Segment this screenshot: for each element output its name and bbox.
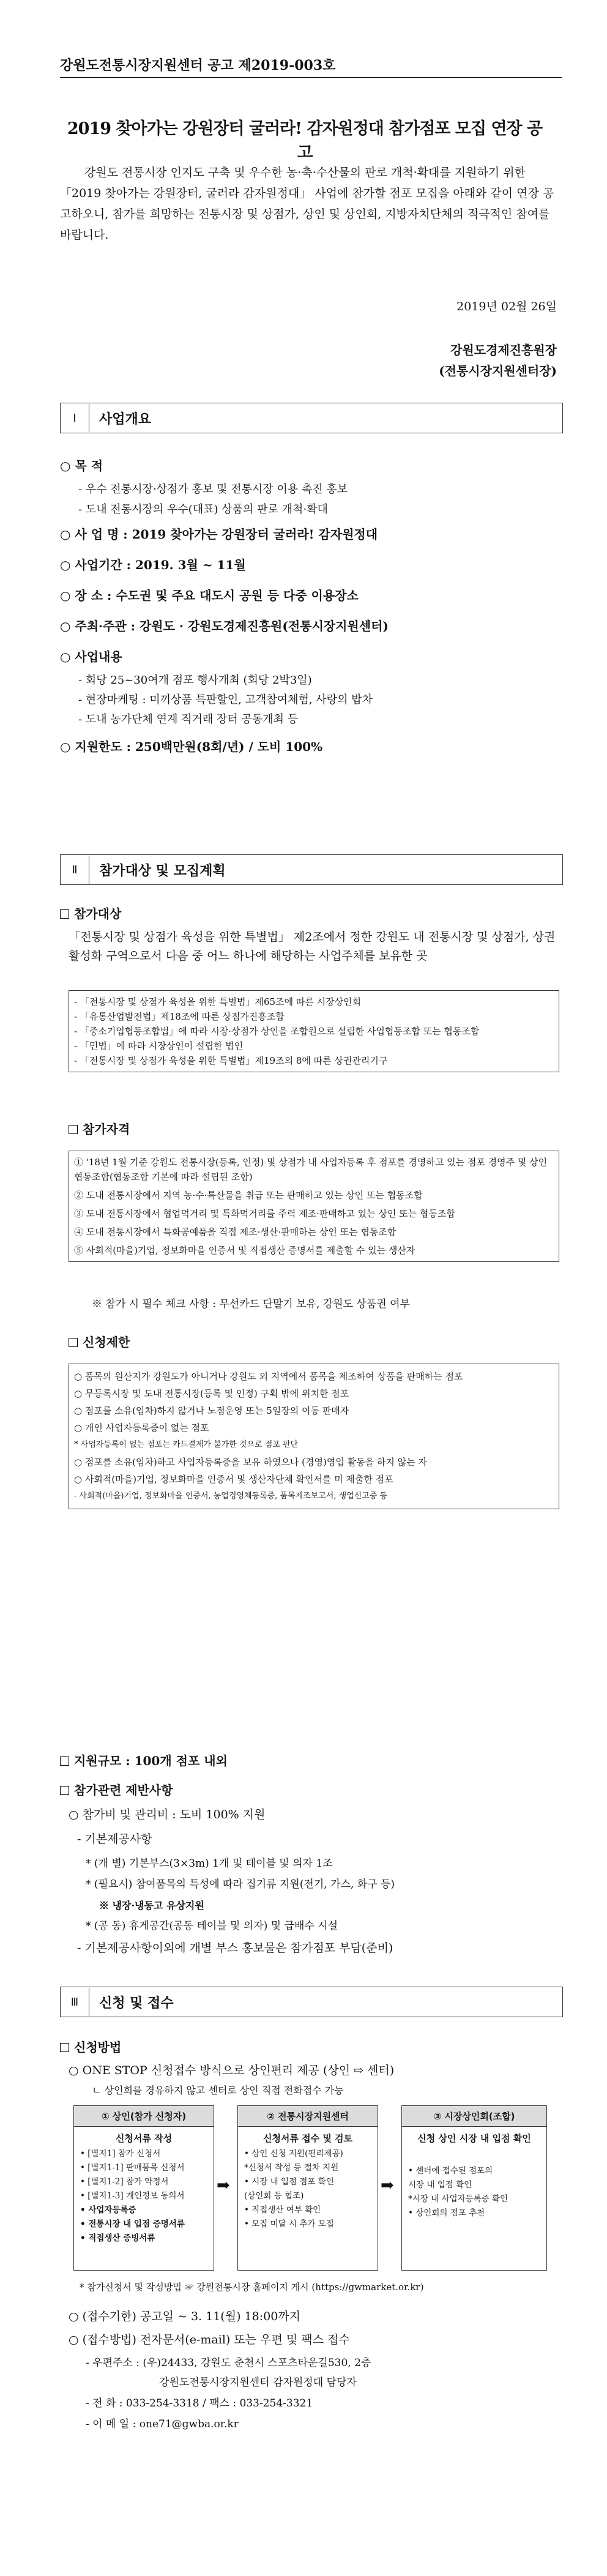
qual-note: ※ 참가 시 필수 체크 사항 : 무선카드 단말기 보유, 강원도 상품권 여부 <box>92 1298 410 1310</box>
deadline: ○ (접수기한) 공고일 ~ 3. 11(월) 18:00까지 <box>69 2310 300 2323</box>
content-2: - 현장마케팅 : 미끼상품 특판할인, 고객참여체험, 사랑의 밥차 <box>78 693 373 706</box>
square-bullet-icon <box>60 909 69 919</box>
cost-2: - 기본제공사항 <box>77 1832 152 1846</box>
content-3: - 도내 농가단체 연계 직거래 장터 공동개최 등 <box>78 713 299 726</box>
email: - 이 메 일 : one71@gwba.or.kr <box>86 2418 239 2430</box>
flow-item: • 센터에 접수된 점포의 <box>408 2166 493 2176</box>
flow-item: • 사업자등록증 <box>80 2205 136 2215</box>
address-2: 강원도전통시장지원센터 감자원정대 담당자 <box>159 2376 357 2389</box>
square-bullet-icon <box>69 1125 78 1134</box>
cost-7: - 기본제공사항이외에 개별 부스 홍보물은 참가점포 부담(준비) <box>77 1941 393 1955</box>
address-1: - 우편주소 : (우)24433, 강원도 춘천시 스포츠타운길530, 2층 <box>86 2357 371 2369</box>
flow-step-title: ② 전통시장지원센터 <box>238 2106 378 2127</box>
scale-text: 지원규모 : 100개 점포 내외 <box>74 1753 228 1768</box>
flow-item: *신청서 작성 등 절차 지원 <box>244 2163 339 2173</box>
target-box-item: - 「유통산업발전법」제18조에 따른 상점가진흥조합 <box>74 1011 285 1022</box>
flow-step-2 <box>237 2105 378 2271</box>
limit-item: ○ 사회적(마을)기업, 정보화마을 인증서 및 생산자단체 확인서를 미 제출한 점포 <box>74 1474 393 1485</box>
intro <box>60 162 562 245</box>
target-box-item: - 「중소기업협동조합법」에 따라 시장·상점가 상인을 조합원으로 설립한 사업협동조합 또는 협동조합 <box>74 1026 480 1037</box>
how-to-apply: ○ (접수방법) 전자문서(e-mail) 또는 우편 및 팩스 접수 <box>69 2333 350 2346</box>
project-period: ○ 사업기간 : 2019. 3월 ~ 11월 <box>60 558 246 572</box>
flow-item: • [별지1] 참가 신청서 <box>80 2149 161 2159</box>
notice-date: 2019년 02월 26일 <box>456 300 557 313</box>
method-heading <box>60 2038 562 2056</box>
limit-item: ○ 점포를 소유(임차)하고 사업자등록증을 보유 하였으나 (경영)영업 활동을 하지 않는 자 <box>74 1457 427 1468</box>
cost-1: ○ 참가비 및 관리비 : 도비 100% 지원 <box>69 1808 266 1821</box>
qual-item: ③ 도내 전통시장에서 협업먹거리 및 특화먹거리를 주력 제조·판매하고 있는 상인 또는 협동조합 <box>74 1208 455 1219</box>
cost-5: ※ 냉장·냉동고 유상지원 <box>99 1900 204 1911</box>
flow-note: * 참가신청서 및 작성방법 ☞ 강원전통시장 홈페이지 게시 (https://gwmarket.or.kr) <box>80 2282 424 2293</box>
arrow-right-icon: ➡ <box>381 2176 394 2195</box>
section-title: 참가대상 및 모집계획 <box>99 863 226 879</box>
square-bullet-icon <box>69 1338 78 1347</box>
section-num: Ⅲ <box>61 1988 89 2016</box>
method-label: 신청방법 <box>74 2040 122 2055</box>
section-2-header <box>60 854 563 885</box>
section-num: Ⅱ <box>61 856 89 884</box>
flow-step-sub: 신청서류 작성 <box>115 2133 173 2144</box>
section-1-header <box>60 403 563 433</box>
limit-heading <box>69 1333 570 1351</box>
section-num: Ⅰ <box>61 404 89 432</box>
flow-item: • 상인 신청 지원(편리제공) <box>244 2149 343 2159</box>
limit-item: ○ 무등록시장 및 도내 전통시장(등록 및 인정) 구획 밖에 위치한 점포 <box>74 1388 349 1399</box>
purpose-2: - 도내 전통시장의 우수(대표) 상품의 판로 개척·확대 <box>78 503 328 516</box>
flow-step-title: ① 상인(참가 신청자) <box>74 2106 214 2127</box>
qual-box <box>69 1151 559 1262</box>
flow-item: • 직접생산 증빙서류 <box>80 2233 155 2243</box>
square-bullet-icon <box>60 1786 69 1795</box>
qual-item: ⑤ 사회적(마을)기업, 정보화마을 인증서 및 직접생산 증명서를 제출할 수 있는 생산자 <box>74 1245 415 1256</box>
flow-item: • [별지1-3] 개인정보 동의서 <box>80 2191 185 2201</box>
cost-4: * (필요시) 참여품목의 특성에 따라 집기류 지원(전기, 가스, 화구 등) <box>86 1878 395 1891</box>
divider <box>60 77 562 78</box>
flow-item: • 전통시장 내 입점 증명서류 <box>80 2219 185 2229</box>
qual-label: 참가자격 <box>83 1122 130 1137</box>
qual-item: ④ 도내 전통시장에서 특화공예품을 직접 제조·생산·판매하는 상인 또는 협동조합 <box>74 1226 397 1238</box>
flow-item: • 모집 미달 시 추가 모집 <box>244 2219 334 2229</box>
flow-item: (상인회 등 협조) <box>244 2191 304 2201</box>
target-box-item: - 「전통시장 및 상점가 육성을 위한 특별법」제65조에 따른 시장상인회 <box>74 996 362 1007</box>
intro-text: 강원도 전통시장 인지도 구축 및 우수한 농·축·수산물의 판로 개척·확대를 지원하기 위한 「2019 찾아가는 강원장터, 굴러라 감자원정대」 사업에 참가할 점포 모집을 아래와 같이 연장 공고하오니, 참가를 희망하는 전통시장 및 상점가, 상인 및 상인회, 지방자치단체의 적극적인 참여를 바랍니다. <box>60 166 554 242</box>
flow-item: • [별지1-2] 참가 약정서 <box>80 2177 169 2187</box>
cost-6: * (공 동) 휴게공간(공동 테이블 및 의자) 및 급배수 시설 <box>86 1920 338 1932</box>
flow-item: 시장 내 입점 확인 <box>408 2180 472 2190</box>
flow-step-1 <box>73 2105 214 2271</box>
section-3-header <box>60 1987 563 2017</box>
org-sub: (전통시장지원센터장) <box>439 364 557 378</box>
square-bullet-icon <box>60 2043 69 2052</box>
section-title: 신청 및 접수 <box>99 1995 174 2011</box>
target-box <box>69 990 559 1072</box>
limit-box <box>69 1364 559 1509</box>
notice-ref: 강원도전통시장지원센터 공고 제2019-003호 <box>60 58 336 73</box>
square-bullet-icon <box>60 1757 69 1766</box>
cost-3: * (개 별) 기본부스(3×3m) 1개 및 테이블 및 의자 1조 <box>86 1857 333 1870</box>
cost-heading <box>60 1781 562 1799</box>
limit-item: ○ 점포를 소유(임차)하지 않거나 노점운영 또는 5일장의 이동 판매자 <box>74 1405 349 1416</box>
method-1: ○ ONE STOP 신청접수 방식으로 상인편리 제공 (상인 ⇨ 센터) <box>69 2064 395 2077</box>
project-host: ○ 주최·주관 : 강원도 · 강원도경제진흥원(전통시장지원센터) <box>60 619 389 633</box>
method-2: ㄴ 상인회를 경유하지 않고 센터로 상인 직접 전화접수 가능 <box>92 2085 344 2096</box>
support-limit: ○ 지원한도 : 250백만원(8회/년) / 도비 100% <box>60 739 323 754</box>
flow-step-sub: 신청 상인 시장 내 입점 확인 <box>417 2133 531 2144</box>
phone-fax: - 전 화 : 033-254-3318 / 팩스 : 033-254-3321 <box>86 2397 313 2410</box>
flow-item: • 상인회의 점포 추천 <box>408 2208 485 2218</box>
content-label: ○ 사업내용 <box>60 649 122 664</box>
scale-heading <box>60 1752 562 1770</box>
flow-step-sub: 신청서류 접수 및 검토 <box>263 2133 353 2144</box>
purpose-1: - 우수 전통시장·상점가 홍보 및 전통시장 이용 촉진 홍보 <box>78 483 348 496</box>
qual-item: ② 도내 전통시장에서 지역 농·수·특산물을 취급 또는 판매하고 있는 상인 또는 협동조합 <box>74 1190 423 1201</box>
content-1: - 회당 25~30여개 점포 행사개최 (회당 2박3일) <box>78 674 312 687</box>
limit-item: ○ 개인 사업자등록증이 없는 점포 <box>74 1422 209 1433</box>
limit-item: - 사회적(마을)기업, 정보화마을 인증서, 농업경영체등록증, 품목제조보고서, 생업신고증 등 <box>74 1491 388 1501</box>
target-text: 「전통시장 및 상점가 육성을 위한 특별법」 제2조에서 정한 강원도 내 전통시장 및 상점가, 상권활성화 구역으로서 다음 중 어느 하나에 해당하는 사업주체를 보유한 곳 <box>69 930 556 963</box>
project-name: ○ 사 업 명 : 2019 찾아가는 강원장터 굴러라! 감자원정대 <box>60 527 378 542</box>
flow-item: • 시장 내 입점 점포 확인 <box>244 2177 334 2187</box>
flow-step-3 <box>401 2105 547 2271</box>
target-box-item: - 「전통시장 및 상점가 육성을 위한 특별법」제19조의 8에 따른 상권관리기구 <box>74 1055 388 1066</box>
flow-item: *시장 내 사업자등록증 확인 <box>408 2194 508 2204</box>
project-place: ○ 장 소 : 수도권 및 주요 대도시 공원 등 다중 이용장소 <box>60 588 359 603</box>
target-box-item: - 「민법」에 따라 시장상인이 설립한 법인 <box>74 1040 244 1051</box>
section-title: 사업개요 <box>99 411 152 427</box>
arrow-right-icon: ➡ <box>217 2176 230 2195</box>
org-name: 강원도경제진흥원장 <box>450 343 557 357</box>
purpose-label: ○ 목 적 <box>60 458 103 473</box>
qual-heading <box>69 1120 570 1138</box>
flow-step-title: ③ 시장상인회(조합) <box>402 2106 546 2127</box>
qual-item: ① '18년 1월 기준 강원도 전통시장(등록, 인정) 및 상점가 내 사업자등록 후 점포를 경영하고 있는 점포 경영주 및 상인협동조합(협동조합 기본에 따라 설립된 조합) <box>74 1157 548 1182</box>
page-title: 2019 찾아가는 강원장터 굴러라! 감자원정대 참가점포 모집 연장 공고 <box>67 119 543 162</box>
limit-item: * 사업자등록이 없는 점포는 카드결제가 불가한 것으로 점포 판단 <box>74 1440 299 1449</box>
flow-item: • [별지1-1] 판매품목 신청서 <box>80 2163 185 2173</box>
cost-label: 참가관련 제반사항 <box>74 1783 173 1798</box>
target-label: 참가대상 <box>74 906 122 921</box>
flow-item: • 직접생산 여부 확인 <box>244 2205 321 2215</box>
limit-label: 신청제한 <box>83 1335 130 1350</box>
target-heading <box>60 905 562 923</box>
limit-item: ○ 품목의 원산지가 강원도가 아니거나 강원도 외 지역에서 품목을 제조하여 상품을 판매하는 점포 <box>74 1371 463 1382</box>
